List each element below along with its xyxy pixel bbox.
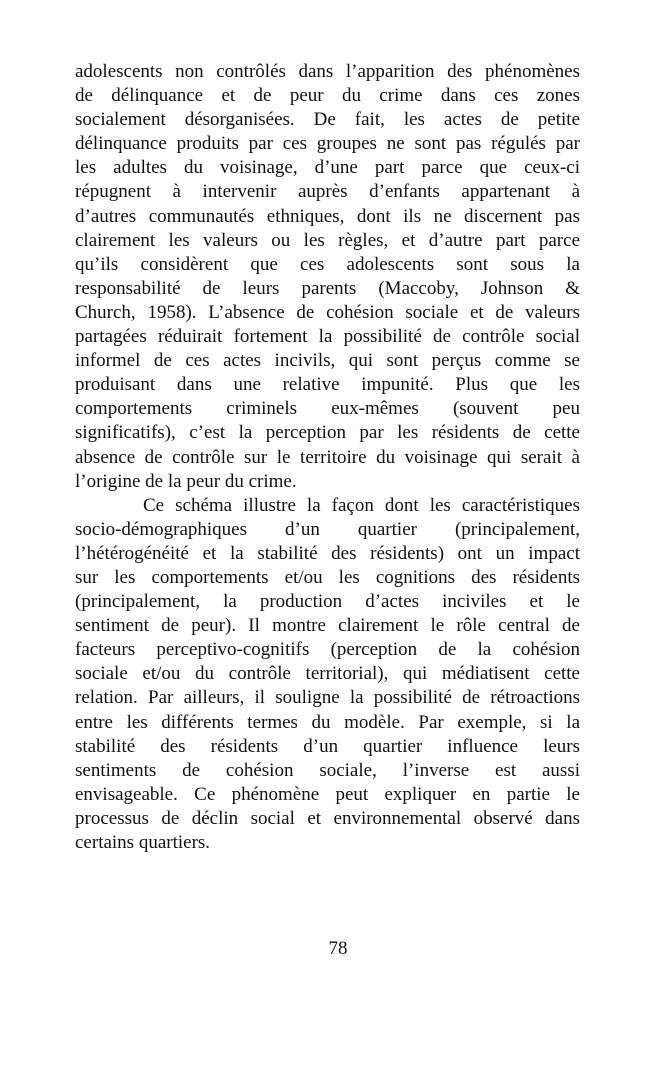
text-line: qu’ils considèrent que ces adolescents sont sous la bbox=[75, 253, 580, 275]
paragraph bbox=[75, 60, 580, 494]
text-line: envisageable. Ce phénomène peut expliquer en partie le bbox=[75, 783, 580, 805]
text-line: répugnent à intervenir auprès d’enfants appartenant à bbox=[75, 181, 580, 203]
text-line: clairement les valeurs ou les règles, et d’autre part parce bbox=[75, 229, 580, 251]
text-line: facteurs perceptivo-cognitifs (perception de la cohésion bbox=[75, 639, 580, 661]
page-number: 78 bbox=[328, 938, 348, 959]
body-text bbox=[75, 60, 580, 855]
text-line: socialement désorganisées. De fait, les actes de petite bbox=[75, 109, 580, 131]
text-line: entre les différents termes du modèle. Par exemple, si la bbox=[75, 711, 580, 733]
text-line: informel de ces actes incivils, qui sont perçus comme se bbox=[75, 350, 580, 372]
text-line: l’origine de la peur du crime. bbox=[75, 470, 297, 492]
text-line: partagées réduirait fortement la possibilité de contrôle social bbox=[75, 326, 580, 348]
text-line: socio-démographiques d’un quartier (principalement, bbox=[75, 518, 580, 540]
text-line: responsabilité de leurs parents (Maccoby, Johnson & bbox=[75, 277, 580, 299]
text-line: processus de déclin social et environnemental observé dans bbox=[75, 807, 580, 829]
text-line: sentiments de cohésion sociale, l’inverse est aussi bbox=[75, 759, 580, 781]
paragraph bbox=[75, 494, 580, 855]
text-line: sur les comportements et/ou les cognitions des résidents bbox=[75, 566, 580, 588]
text-line: d’autres communautés ethniques, dont ils ne discernent pas bbox=[75, 205, 580, 227]
text-line: adolescents non contrôlés dans l’apparition des phénomènes bbox=[75, 61, 580, 82]
text-line: sentiment de peur). Il montre clairement le rôle central de bbox=[75, 615, 580, 637]
text-line: produisant dans une relative impunité. Plus que les bbox=[75, 374, 580, 396]
text-line: stabilité des résidents d’un quartier influence leurs bbox=[75, 735, 580, 757]
text-line: de délinquance et de peur du crime dans ces zones bbox=[75, 85, 580, 107]
text-line: Ce schéma illustre la façon dont les caractéristiques bbox=[143, 494, 580, 516]
text-line: absence de contrôle sur le territoire du voisinage qui serait à bbox=[75, 446, 580, 468]
text-line: l’hétérogénéité et la stabilité des résidents) ont un impact bbox=[75, 542, 580, 564]
text-line: certains quartiers. bbox=[75, 832, 211, 853]
text-line: délinquance produits par ces groupes ne sont pas régulés par bbox=[75, 133, 580, 155]
text-line: les adultes du voisinage, d’une part parce que ceux-ci bbox=[75, 157, 580, 179]
text-line: sociale et/ou du contrôle territorial), qui médiatisent cette bbox=[75, 663, 580, 685]
text-line: comportements criminels eux-mêmes (souvent peu bbox=[75, 398, 580, 420]
text-line: relation. Par ailleurs, il souligne la possibilité de rétroactions bbox=[75, 687, 580, 709]
text-line: significatifs), c’est la perception par les résidents de cette bbox=[75, 422, 580, 444]
text-line: (principalement, la production d’actes inciviles et le bbox=[75, 591, 580, 613]
text-line: Church, 1958). L’absence de cohésion sociale et de valeurs bbox=[75, 301, 580, 323]
